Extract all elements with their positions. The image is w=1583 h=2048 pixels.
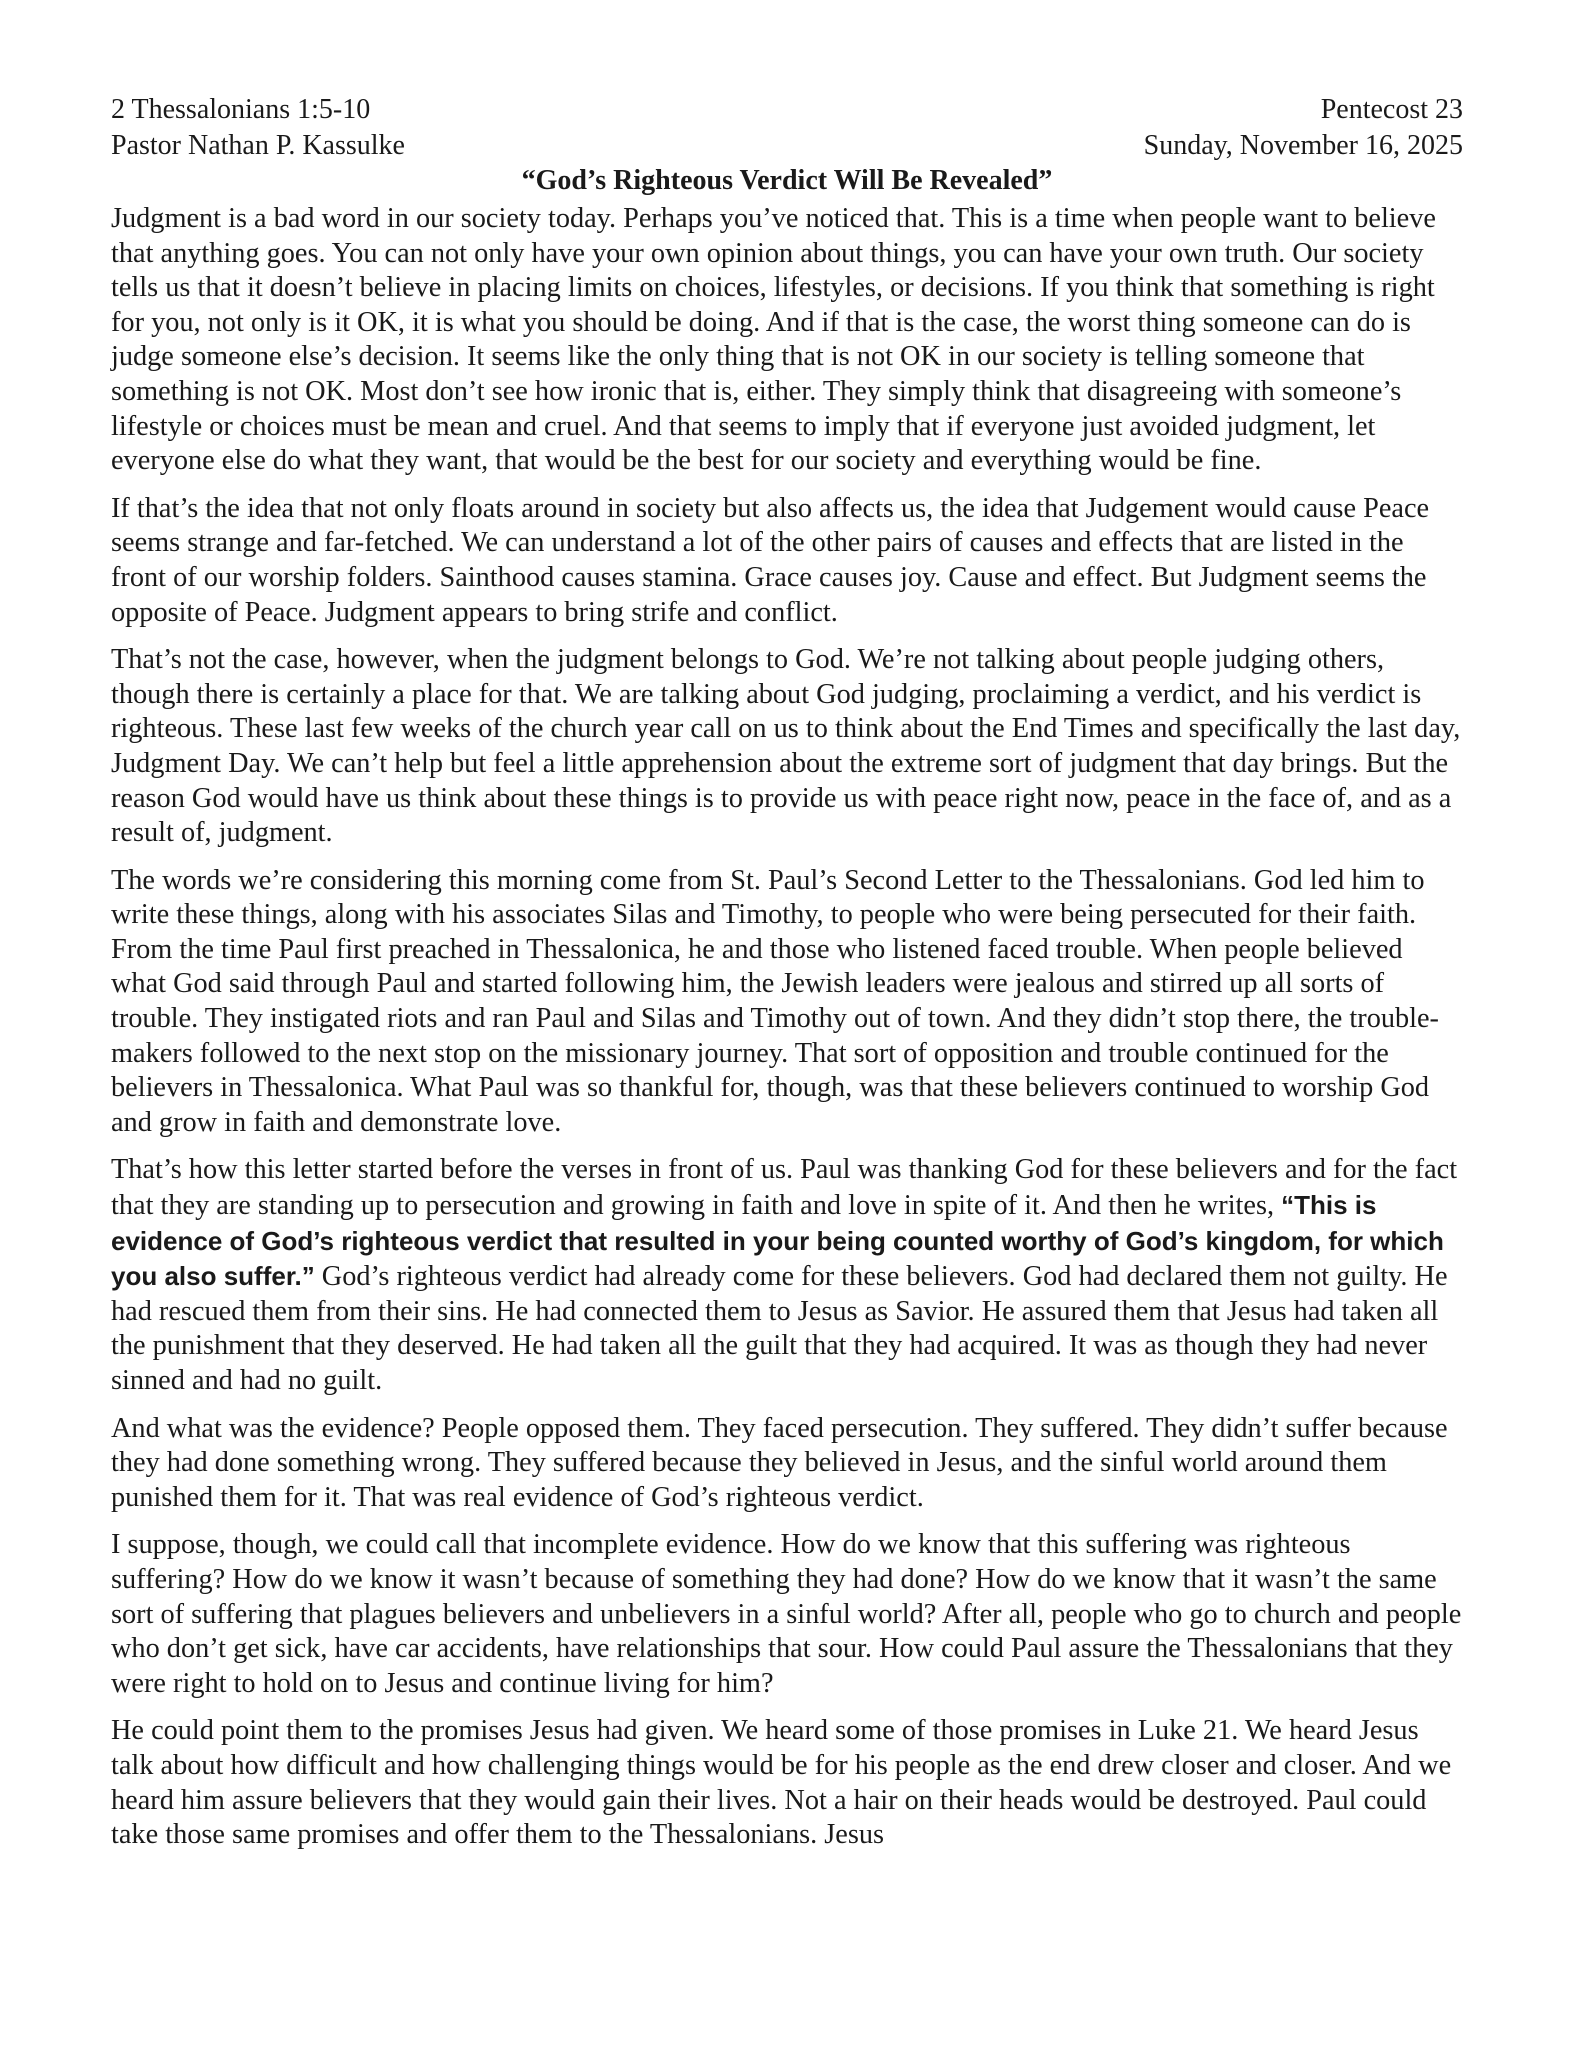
occasion-label: Pentecost 23	[1320, 94, 1463, 125]
sermon-page	[111, 92, 1463, 1866]
paragraph-2: If that’s the idea that not only floats around in society but also affects us, the idea that Judgement would cause Peace seems strange and far-fetched. We can understand a lot of the other pairs of causes and effects that are listed in the front of our worship folders. Sainthood causes stamina. Grace causes joy. Cause and effect. But Judgment seems the opposite of Peace. Judgment appears to bring strife and conflict.	[111, 492, 1430, 628]
scripture-quote: “This is evidence of God’s righteous verdict that resulted in your being counted worthy of God’s kingdom, for which you also suffer.”	[111, 1190, 1444, 1292]
sermon-title: “God’s Righteous Verdict Will Be Revealed”	[521, 165, 1053, 196]
pastor-name: Pastor Nathan P. Kassulke	[111, 130, 405, 161]
paragraph-7: I suppose, though, we could call that incomplete evidence. How do we know that this suffering was righteous suffering? How do we know it wasn’t because of something they had done? How do we know that it wasn’t the same sort of suffering that plagues believers and unbelievers in a sinful world? After all, people who go to church and people who don’t get sick, have car accidents, have relationships that sour. How could Paul assure the Thessalonians that they were right to hold on to Jesus and continue living for him?	[111, 1529, 1462, 1699]
scripture-reference: 2 Thessalonians 1:5-10	[111, 94, 371, 125]
paragraph-5-intro: That’s how this letter started before the verses in front of us. Paul was thanking God for these believers and for the fact that they are standing up to persecution and growing in faith and love in spite of it. And then he writes,	[111, 1154, 1458, 1222]
paragraph-6: And what was the evidence? People opposed them. They faced persecution. They suffered. They didn’t suffer because they had done something wrong. They suffered because they believed in Jesus, and the sinful world around them punished them for it. That was real evidence of God’s righteous verdict.	[111, 1412, 1448, 1513]
header-row-2	[111, 128, 1463, 164]
header-row-1	[111, 92, 1463, 128]
paragraph-8: He could point them to the promises Jesus had given. We heard some of those promises in Luke 21. We heard Jesus talk about how difficult and how challenging things would be for his people as the end drew closer and closer. And we heard him assure believers that they would gain their lives. Not a hair on their heads would be destroyed. Paul could take those same promises and offer them to the Thessalonians. Jesus	[111, 1715, 1452, 1851]
paragraph-1: Judgment is a bad word in our society today. Perhaps you’ve noticed that. This is a time when people want to believe that anything goes. You can not only have your own opinion about things, you can have your own truth. Our society tells us that it doesn’t believe in placing limits on choices, lifestyles, or decisions. If you think that something is right for you, not only is it OK, it is what you should be doing. And if that is the case, the worst thing someone can do is judge someone else’s decision. It seems like the only thing that is not OK in our society is telling someone that something is not OK. Most don’t see how ironic that is, either. They simply think that disagreeing with someone’s lifestyle or choices must be mean and cruel. And that seems to imply that if everyone just avoided judgment, let everyone else do what they want, that would be the best for our society and everything would be fine.	[111, 203, 1436, 477]
sermon-date: Sunday, November 16, 2025	[1143, 130, 1463, 161]
paragraph-4: The words we’re considering this morning come from St. Paul’s Second Letter to the Thessalonians. God led him to write these things, along with his associates Silas and Timothy, to people who were being persecuted for their faith. From the time Paul first preached in Thessalonica, he and those who listened faced trouble. When people believed what God said through Paul and started following him, the Jewish leaders were jealous and stirred up all sorts of trouble. They instigated riots and ran Paul and Silas and Timothy out of town. And they didn’t stop there, the trouble-makers followed to the next stop on the missionary journey. That sort of opposition and trouble continued for the believers in Thessalonica. What Paul was so thankful for, though, was that these believers continued to worship God and grow in faith and demonstrate love.	[111, 864, 1439, 1138]
paragraph-3: That’s not the case, however, when the judgment belongs to God. We’re not talking about people judging others, though there is certainly a place for that. We are talking about God judging, proclaiming a verdict, and his verdict is righteous. These last few weeks of the church year call on us to think about the End Times and specifically the last day, Judgment Day. We can’t help but feel a little apprehension about the extreme sort of judgment that day brings. But the reason God would have us think about these things is to provide us with peace right now, peace in the face of, and as a result of, judgment.	[111, 644, 1461, 849]
paragraph-5-rest: God’s righteous verdict had already come for these believers. God had declared them not guilty. He had rescued them from their sins. He had connected them to Jesus as Savior. He assured them that Jesus had taken all the punishment that they deserved. He had taken all the guilt that they had acquired. It was as though they had never sinned and had no guilt.	[111, 1261, 1448, 1396]
paragraph-5	[111, 1153, 1463, 1398]
